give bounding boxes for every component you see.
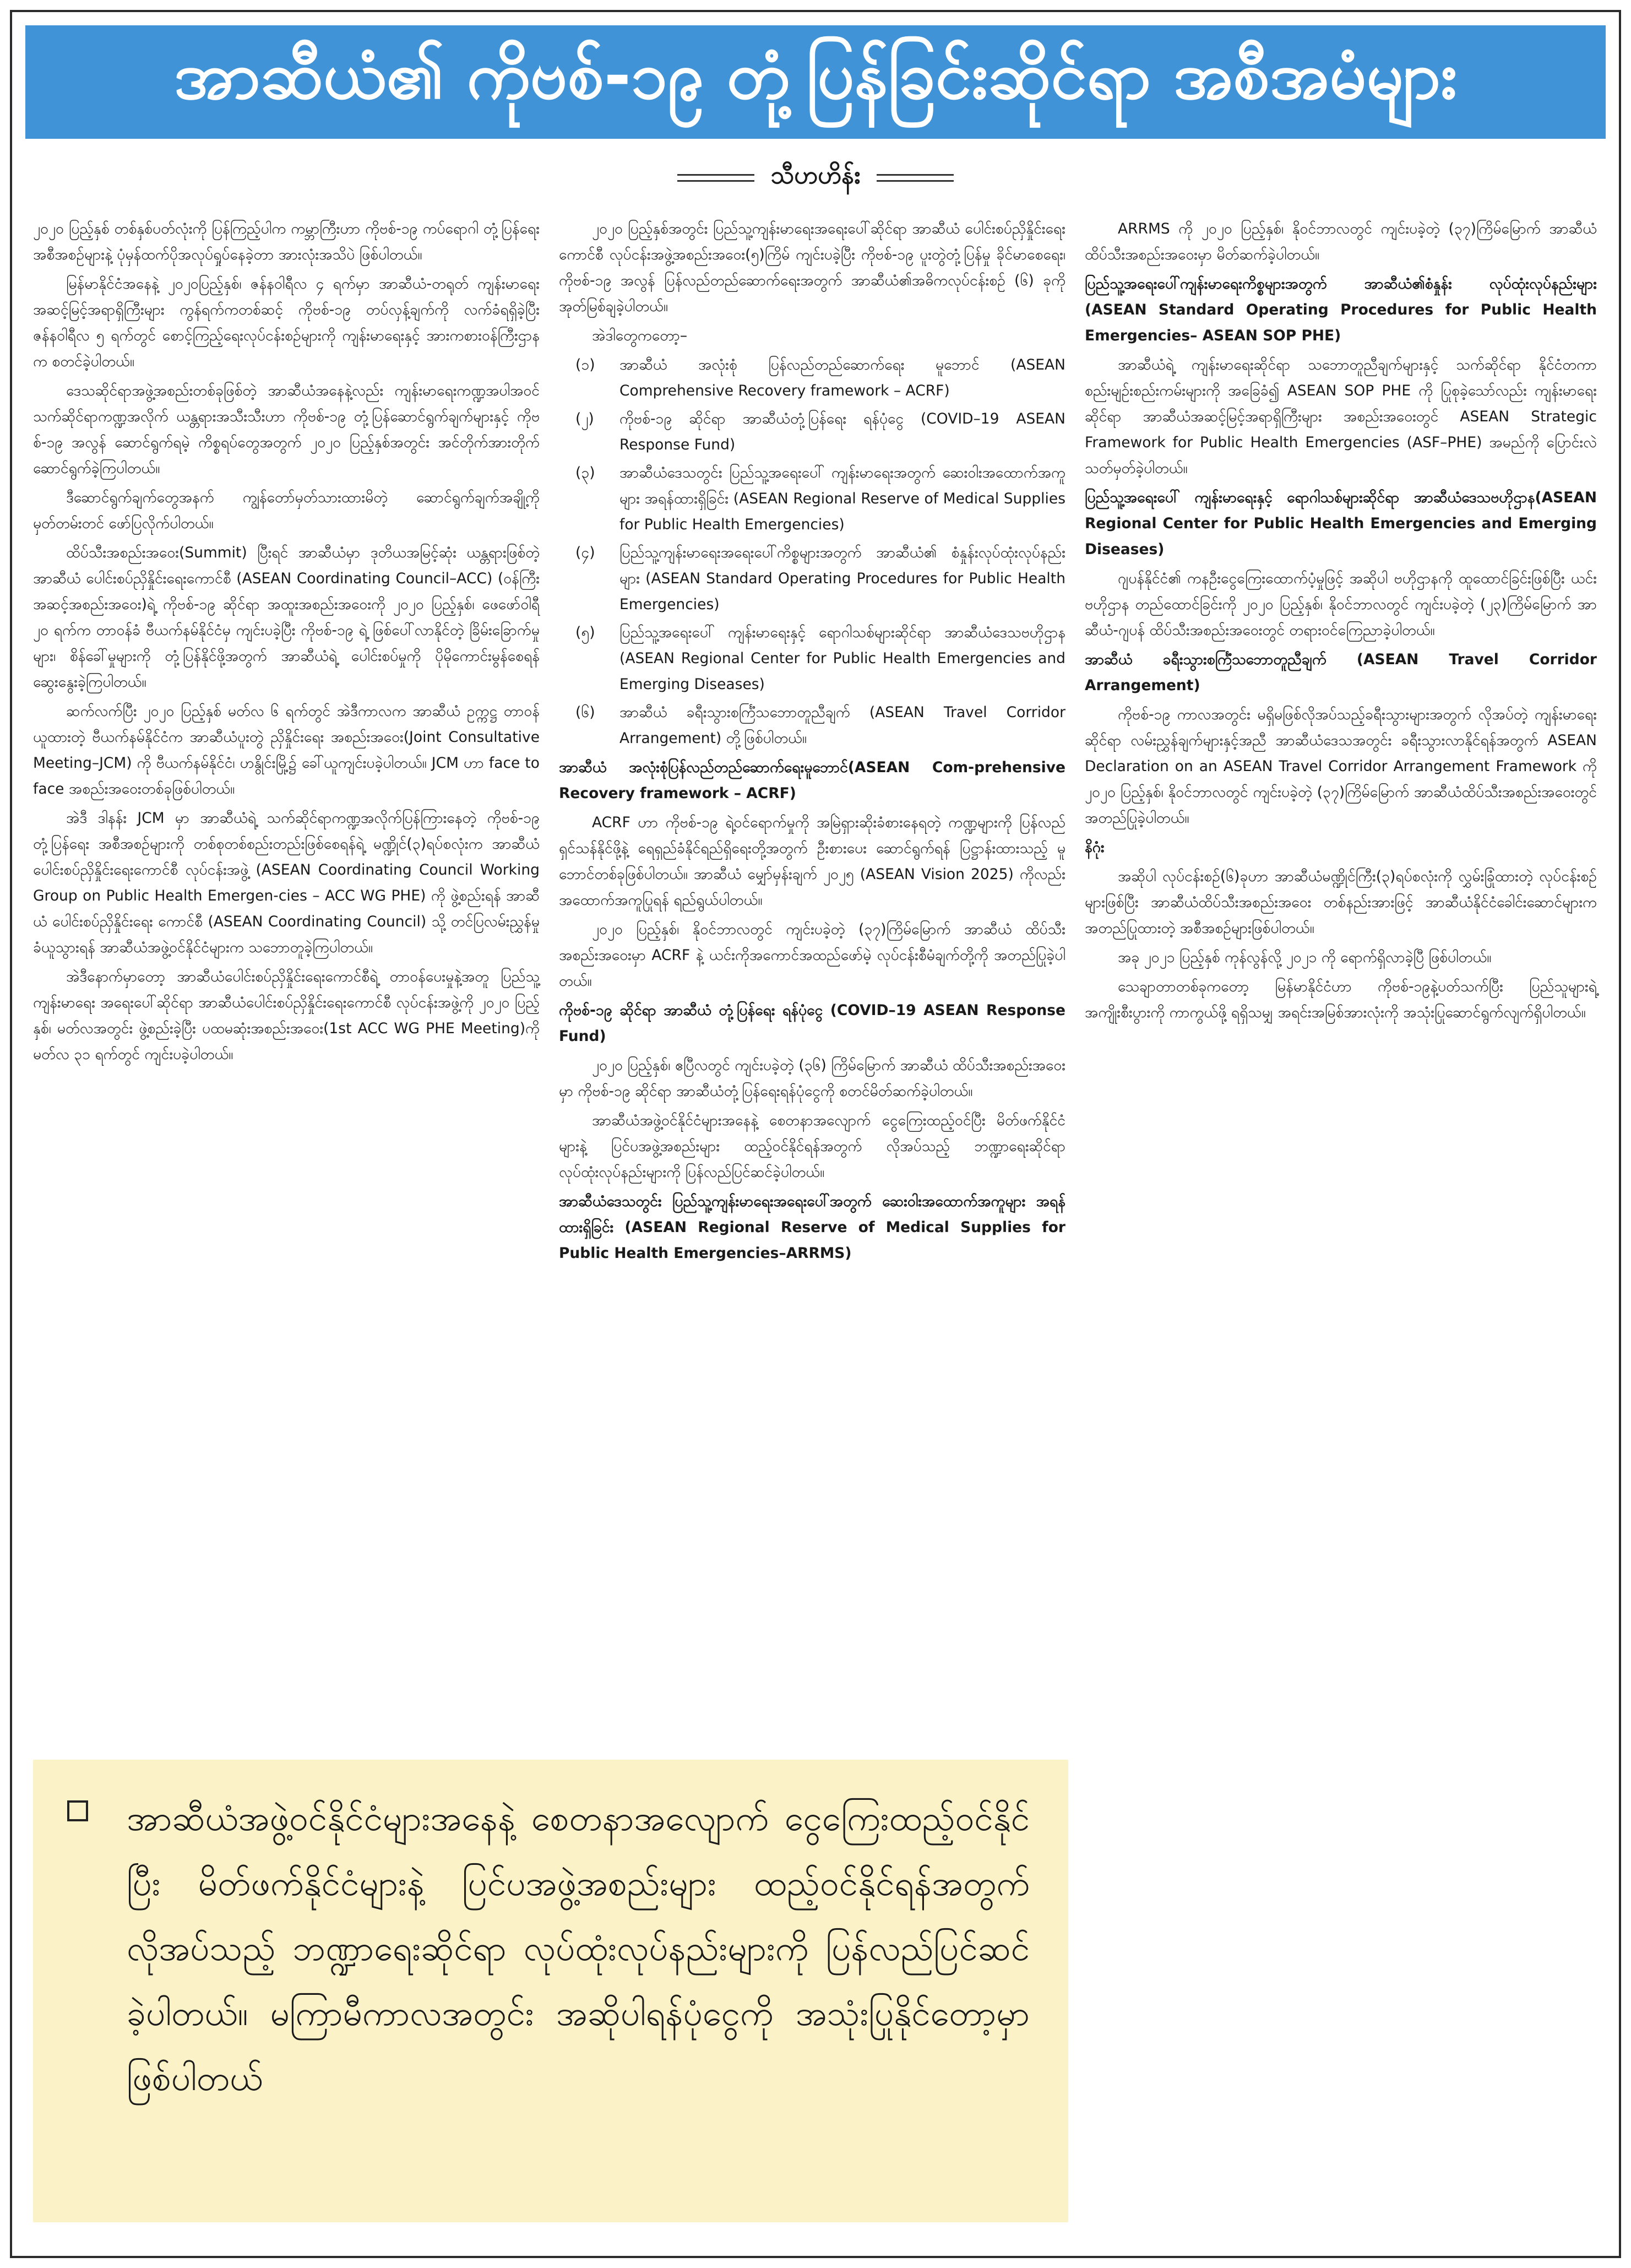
article-column-1 [33,216,540,1071]
section-heading: အာဆီယံဒေသတွင်း ပြည်သူ့ကျန်းမာရေးအရေးပေါ်အတွက် ဆေးဝါးအထောက်အကူများ အရန်ထားရှိခြင်း (ASEAN Regional Reserve of Medical Supplies for Public Health Emergencies–ARRMS) [559,1193,1065,1262]
paragraph: ထိပ်သီးအစည်းအဝေး(Summit) ပြီးရင် အာဆီယံမှာ ဒုတိယအမြင့်ဆုံး ယန္တရားဖြစ်တဲ့ အာဆီယံ ပေါင်းစပ်ညှိနှိုင်းရေးကောင်စီ (ASEAN Coordinating Council–ACC) (ဝန်ကြီးအဆင့်အစည်းအဝေး)ရဲ့ ကိုဗစ်-၁၉ ဆိုင်ရာ အထူးအစည်းအဝေးကို ၂၀၂၀ ပြည့်နှစ်၊ ဖေဖော်ဝါရီ ၂၀ ရက်က တာဝန်ခံ ဗီယက်နမ်နိုင်ငံမှ ကျင်းပခဲ့ပြီး ကိုဗစ်-၁၉ ရဲ့ ဖြစ်ပေါ်လာနိုင်တဲ့ ခြိမ်းခြောက်မှုများ၊ စိန်ခေါ်မှုများကို တုံ့ပြန်နိုင်ဖို့အတွက် အာဆီယံရဲ့ ပေါင်းစပ်မှုကို ပိုမိုကောင်းမွန်စေရန် ဆွေးနွေးခဲ့ကြပါတယ်။ [33,544,540,691]
list-item [575,460,1065,538]
paragraph: ဆက်လက်ပြီး ၂၀၂၀ ပြည့်နှစ် မတ်လ ၆ ရက်တွင် အဲဒီကာလက အာဆီယံ ဥက္ကဋ္ဌ တာဝန်ယူထားတဲ့ ဗီယက်နမ်နိုင်ငံက အာဆီယံပူးတွဲ ညှိနှိုင်းရေး အစည်းအဝေး(Joint Consultative Meeting–JCM) ကို ဗီယက်နမ်နိုင်ငံ၊ ဟနွိုင်းမြို့၌ ခေါ်ယူကျင်းပခဲ့ပါတယ်။ JCM ဟာ face to face အစည်းအဝေးတစ်ခုဖြစ်ပါတယ်။ [33,703,540,797]
list-item-number: (၁) [575,356,595,373]
paragraph: ARRMS ကို ၂၀၂၀ ပြည့်နှစ်၊ နိုဝင်ဘာလတွင် ကျင်းပခဲ့တဲ့ (၃၇)ကြိမ်မြောက် အာဆီယံထိပ်သီးအစည်းအဝေးမှာ မိတ်ဆက်ခဲ့ပါတယ်။ [1085,220,1597,263]
list-item-number: (၅) [575,624,595,641]
byline-rule-left [677,174,754,182]
section-heading: ကိုဗစ်-၁၉ ဆိုင်ရာ အာဆီယံ တုံ့ပြန်ရေး ရန်ပုံငွေ (COVID–19 ASEAN Response Fund) [559,1002,1065,1045]
paragraph: ဂျပန်နိုင်ငံ၏ ကနဦးငွေကြေးထောက်ပံ့မှုဖြင့် အဆိုပါ ဗဟိုဌာနကို ထူထောင်ခြင်းဖြစ်ပြီး ယင်းဗဟိုဌာန တည်ထောင်ခြင်းကို ၂၀၂၀ ပြည့်နှစ်၊ နိုဝင်ဘာလတွင် ကျင်းပခဲ့တဲ့ (၂၃)ကြိမ်မြောက် အာဆီယံ-ဂျပန် ထိပ်သီးအစည်းအဝေးတွင် တရားဝင်ကြေညာခဲ့ပါတယ်။ [1085,570,1597,639]
page-title: အာဆီယံ၏ ကိုဗစ်-၁၉ တုံ့ပြန်ခြင်းဆိုင်ရာ အစီအမံများ [173,37,1458,113]
list-item-number: (၄) [575,544,595,561]
list-intro: အဲဒါတွေကတော့– [592,327,688,344]
paragraph: အခု ၂၀၂၁ ပြည့်နှစ် ကုန်လွန်လို့ ၂၀၂၁ ကို ရောက်ရှိလာခဲ့ပြီ ဖြစ်ပါတယ်။ [1118,949,1492,966]
section-heading: အာဆီယံ ခရီးသွားစင်္ကြံသဘောတူညီချက် (ASEAN Travel Corridor Arrangement) [1085,651,1597,694]
section-heading: နိဂုံး [1085,839,1105,856]
paragraph: အဆိုပါ လုပ်ငန်းစဉ်(၆)ခုဟာ အာဆီယံမဏ္ဍိုင်ကြီး(၃)ရပ်စလုံးကို လွှမ်းခြုံထားတဲ့ လုပ်ငန်းစဉ်များဖြစ်ပြီး အာဆီယံထိပ်သီးအစည်းအဝေး တစ်နည်းအားဖြင့် အာဆီယံနိုင်ငံခေါင်းဆောင်များက အတည်ပြုထားတဲ့ အစီအစဉ်များဖြစ်ပါတယ်။ [1085,868,1597,937]
paragraph: မြန်မာနိုင်ငံအနေနဲ့ ၂၀၂၀ပြည့်နှစ်၊ ဇန်နဝါရီလ ၄ ရက်မှာ အာဆီယံ-တရုတ် ကျန်းမာရေး အဆင့်မြင့်အရာရှိကြီးများ ကွန်ရက်ကတစ်ဆင့် ကိုဗစ်-၁၉ တပ်လှန့်ချက်ကို လက်ခံရရှိခဲ့ပြီး ဇန်နဝါရီလ ၅ ရက်တွင် စောင့်ကြည့်ရေးလုပ်ငန်းစဉ်များကို ကျန်းမာရေးနှင့် အားကစားဝန်ကြီးဌာနက စတင်ခဲ့ပါတယ်။ [33,275,540,370]
list-item-text: ပြည်သူ့အရေးပေါ် ကျန်းမာရေးနှင့် ရောဂါသစ်များဆိုင်ရာ အာဆီယံဒေသဗဟိုဌာန (ASEAN Regional Center for Public Health Emergencies and Emerging Diseases) [619,624,1065,693]
paragraph: ဒေသဆိုင်ရာအဖွဲ့အစည်းတစ်ခုဖြစ်တဲ့ အာဆီယံအနေနဲ့လည်း ကျန်းမာရေးကဏ္ဍအပါအဝင် သက်ဆိုင်ရာကဏ္ဍအလိုက် ယန္တရားအသီးသီးဟာ ကိုဗစ်-၁၉ တုံ့ပြန်ဆောင်ရွက်ချက်များနှင့် ကိုဗစ်-၁၉ အလွန် ဆောင်ရွက်ရမဲ့ ကိစ္စရပ်တွေအတွက် ၂၀၂၀ ပြည့်နှစ်အတွင်း အင်တိုက်အားတိုက် ဆောင်ရွက်ခဲ့ကြပါတယ်။ [33,382,540,477]
paragraph: ၂၀၂၀ ပြည့်နှစ် တစ်နှစ်ပတ်လုံးကို ပြန်ကြည့်ပါက ကမ္ဘာကြီးဟာ ကိုဗစ်-၁၉ ကပ်ရောဂါ တုံ့ပြန်ရေး အစီအစဉ်များနဲ့ ပုံမှန်ထက်ပိုအလုပ်ရှုပ်နေခဲ့တာ အားလုံးအသိပဲ ဖြစ်ပါတယ်။ [33,220,540,263]
list-item [575,406,1065,458]
list-item-number: (၃) [575,464,595,481]
section-heading: ပြည်သူ့အရေးပေါ် ကျန်းမာရေးနှင့် ရောဂါသစ်များဆိုင်ရာ အာဆီယံဒေသဗဟိုဌာန(ASEAN Regional Center for Public Health Emergencies and Emerging Diseases) [1085,489,1597,558]
paragraph: သေချာတာတစ်ခုကတော့ မြန်မာနိုင်ငံဟာ ကိုဗစ်-၁၉နဲ့ပတ်သက်ပြီး ပြည်သူများရဲ့ အကျိုးစီးပွားကို ကာကွယ်ဖို့ ရရှိသမျှ အရင်းအမြစ်အားလုံးကို အသုံးပြုဆောင်ရွက်လျက်ရှိပါတယ်။ [1085,978,1597,1021]
list-item-text: အာဆီယံဒေသတွင်း ပြည်သူ့အရေးပေါ် ကျန်းမာရေးအတွက် ဆေးဝါးအထောက်အကူများ အရန်ထားရှိခြင်း (ASEAN Regional Reserve of Medical Supplies for Public Health Emergencies) [619,464,1065,533]
list-item [575,540,1065,617]
section-heading: အာဆီယံ အလုံးစုံပြန်လည်တည်ဆောက်ရေးမူဘောင်(ASEAN Com-prehensive Recovery framework – ACRF) [559,759,1065,802]
list-item [575,620,1065,697]
list-item-text: အာဆီယံ ခရီးသွားစင်္ကြံသဘောတူညီချက် (ASEAN Travel Corridor Arrangement) တို့ဖြစ်ပါတယ်။ [619,704,1065,747]
paragraph: အဲဒီနောက်မှာတော့ အာဆီယံပေါင်းစပ်ညှိနှိုင်းရေးကောင်စီရဲ့ တာဝန်ပေးမှုနဲ့အတူ ပြည်သူ့ကျန်းမာရေး အရေးပေါ်ဆိုင်ရာ အာဆီယံပေါင်းစပ်ညှိနှိုင်းရေးကောင်စီ လုပ်ငန်းအဖွဲ့ကို ၂၀၂၀ ပြည့်နှစ်၊ မတ်လအတွင်း ဖွဲ့စည်းခဲ့ပြီး ပထမဆုံးအစည်းအဝေး(1st ACC WG PHE Meeting)ကို မတ်လ ၃၁ ရက်တွင် ကျင်းပခဲ့ပါတယ်။ [33,968,540,1063]
byline-row [0,159,1631,197]
initiatives-list [559,352,1065,751]
paragraph: ၂၀၂၀ ပြည့်နှစ်၊ နိုဝင်ဘာလတွင် ကျင်းပခဲ့တဲ့ (၃၇)ကြိမ်မြောက် အာဆီယံ ထိပ်သီးအစည်းအဝေးမှာ ACRF နဲ့ ယင်းကိုအကောင်အထည်ဖော်မဲ့ လုပ်ငန်းစီမံချက်တို့ကို အတည်ပြုခဲ့ပါတယ်။ [559,921,1065,990]
paragraph: ကိုဗစ်-၁၉ ကာလအတွင်း မရှိမဖြစ်လိုအပ်သည့်ခရီးသွားများအတွက် လိုအပ်တဲ့ ကျန်းမာရေးဆိုင်ရာ လမ်းညွှန်ချက်များနှင့်အညီ အာဆီယံဒေသအတွင်း ခရီးသွားလာနိုင်ရန်အတွက် ASEAN Declaration on an ASEAN Travel Corridor Arrangement Framework ကို ၂၀၂၀ ပြည့်နှစ်၊ နိုဝင်ဘာလတွင် ကျင်းပခဲ့တဲ့ (၃၇)ကြိမ်မြောက် အာဆီယံထိပ်သီးအစည်းအဝေးတွင် အတည်ပြုခဲ့ပါတယ်။ [1085,706,1597,827]
paragraph: ACRF ဟာ ကိုဗစ်-၁၉ ရဲ့ဝင်ရောက်မှုကို အမြဲရှားဆိုးခံစားနေရတဲ့ ကဏ္ဍများကို ပြန်လည်ရှင်သန်နိုင်ဖို့နဲ့ ရေရှည်ခံနိုင်ရည်ရှိရေးတို့အတွက် ဦးစားပေး ဆောင်ရွက်ရန် ပြဋ္ဌာန်းထားသည့် မူဘောင်တစ်ခုဖြစ်ပါတယ်။ အာဆီယံ မျှော်မှန်းချက် ၂၀၂၅ (ASEAN Vision 2025) ကိုလည်း အထောက်အကူပြုရန် ရည်ရွယ်ပါတယ်။ [559,814,1065,909]
list-item-text: အာဆီယံ အလုံးစုံ ပြန်လည်တည်ဆောက်ရေး မူဘောင် (ASEAN Comprehensive Recovery framework – ACRF) [619,356,1065,399]
checkbox-bullet-icon [67,1800,88,1821]
paragraph: အာဆီယံရဲ့ ကျန်းမာရေးဆိုင်ရာ သဘောတူညီချက်များနှင့် သက်ဆိုင်ရာ နိုင်ငံတကာ စည်းမျဉ်းစည်းကမ်းများကို အခြေခံ၍ ASEAN SOP PHE ကို ပြုစုခဲ့သော်လည်း ကျန်းမာရေးဆိုင်ရာ အာဆီယံအဆင့်မြင့်အရာရှိကြီးများ အစည်းအဝေးတွင် ASEAN Strategic Framework for Public Health Emergencies (ASF–PHE) အမည်ကို ပြောင်းလဲသတ်မှတ်ခဲ့ပါတယ်။ [1085,356,1597,477]
list-item-number: (၂) [575,410,594,427]
pull-quote-box [33,1760,1068,2222]
list-item-text: ပြည်သူ့ကျန်းမာရေးအရေးပေါ်ကိစ္စများအတွက် အာဆီယံ၏ စံနှုန်းလုပ်ထုံးလုပ်နည်းများ (ASEAN Standard Operating Procedures for Public Health Emergencies) [619,544,1065,613]
pull-quote-text: အာဆီယံအဖွဲ့ဝင်နိုင်ငံများအနေနဲ့ စေတနာအလျောက် ငွေကြေးထည့်ဝင်နိုင်ပြီး မိတ်ဖက်နိုင်ငံများနဲ့ ပြင်ပအဖွဲ့အစည်းများ ထည့်ဝင်နိုင်ရန်အတွက် လိုအပ်သည့် ဘဏ္ဍာရေးဆိုင်ရာ လုပ်ထုံးလုပ်နည်းများကို ပြန်လည်ပြင်ဆင်ခဲ့ပါတယ်။ မကြာမီကာလအတွင်း အဆိုပါရန်ပုံငွေကို အသုံးပြုနိုင်တော့မှာ ဖြစ်ပါတယ် [127,1798,1030,2098]
article-column-2 [559,216,1065,1269]
list-item [575,699,1065,751]
paragraph: အာဆီယံအဖွဲ့ဝင်နိုင်ငံများအနေနဲ့ စေတနာအလျောက် ငွေကြေးထည့်ဝင်ပြီး မိတ်ဖက်နိုင်ငံများနဲ့ ပြင်ပအဖွဲ့အစည်းများ ထည့်ဝင်နိုင်ရန်အတွက် လိုအပ်သည့် ဘဏ္ဍာရေးဆိုင်ရာ လုပ်ထုံးလုပ်နည်းများကို ပြန်လည်ပြင်ဆင်ခဲ့ပါတယ်။ [559,1112,1065,1181]
author-byline: သီဟဟိန်း [770,161,861,189]
title-banner [25,25,1606,139]
paragraph: ဒီဆောင်ရွက်ချက်တွေအနက် ကျွန်တော်မှတ်သားထားမိတဲ့ ဆောင်ရွက်ချက်အချို့ကို မှတ်တမ်းတင် ဖော်ပြလိုက်ပါတယ်။ [33,489,540,532]
paragraph: အဲဒီ ဒါနန်း JCM မှာ အာဆီယံရဲ့ သက်ဆိုင်ရာကဏ္ဍအလိုက်ပြန်ကြားနေတဲ့ ကိုဗစ်-၁၉ တုံ့ပြန်ရေး အစီအစဉ်များကို တစ်စုတစ်စည်းတည်းဖြစ်စေရန်ရဲ့ မဏ္ဍိုင်(၃)ရပ်စလုံးက အာဆီယံ ပေါင်းစပ်ညှိနှိုင်းရေးကောင်စီ လုပ်ငန်းအဖွဲ့ (ASEAN Coordinating Council Working Group on Public Health Emergen-cies – ACC WG PHE) ကို ဖွဲ့စည်းရန် အာဆီယံ ပေါင်းစပ်ညှိနှိုင်းရေး ကောင်စီ (ASEAN Coordinating Council) သို့ တင်ပြလမ်းညွှန်မှု ခံယူသွားရန် အာဆီယံအဖွဲ့ဝင်နိုင်ငံများက သဘောတူခဲ့ကြပါတယ်။ [33,810,540,956]
section-heading: ပြည်သူ့အရေးပေါ်ကျန်းမာရေးကိစ္စများအတွက် အာဆီယံ၏စံနှုန်း လုပ်ထုံးလုပ်နည်းများ (ASEAN Standard Operating Procedures for Public Health Emergencies– ASEAN SOP PHE) [1085,275,1597,344]
list-item-number: (၆) [575,704,595,721]
list-item-text: ကိုဗစ်-၁၉ ဆိုင်ရာ အာဆီယံတုံ့ပြန်ရေး ရန်ပုံငွေ (COVID–19 ASEAN Response Fund) [619,410,1065,453]
list-item [575,352,1065,404]
paragraph: ၂၀၂၀ ပြည့်နှစ်အတွင်း ပြည်သူ့ကျန်းမာရေးအရေးပေါ်ဆိုင်ရာ အာဆီယံ ပေါင်းစပ်ညှိနှိုင်းရေးကောင်စီ လုပ်ငန်းအဖွဲ့အစည်းအဝေး(၅)ကြိမ် ကျင်းပခဲ့ပြီး ကိုဗစ်-၁၉ ပူးတွဲတုံ့ပြန်မှု ခိုင်မာစေရေး၊ ကိုဗစ်-၁၉ အလွန် ပြန်လည်တည်ဆောက်ရေးအတွက် အာဆီယံ၏အဓိကလုပ်ငန်းစဉ် (၆) ခုကို အုတ်မြစ်ချခဲ့ပါတယ်။ [559,220,1065,315]
byline-rule-right [877,174,954,182]
paragraph: ၂၀၂၀ ပြည့်နှစ်၊ ဧပြီလတွင် ကျင်းပခဲ့တဲ့ (၃၆) ကြိမ်မြောက် အာဆီယံ ထိပ်သီးအစည်းအဝေးမှာ ကိုဗစ်-၁၉ ဆိုင်ရာ အာဆီယံတုံ့ပြန်ရေးရန်ပုံငွေကို စတင်မိတ်ဆက်ခဲ့ပါတယ်။ [559,1057,1065,1100]
article-column-3 [1085,216,1597,1029]
